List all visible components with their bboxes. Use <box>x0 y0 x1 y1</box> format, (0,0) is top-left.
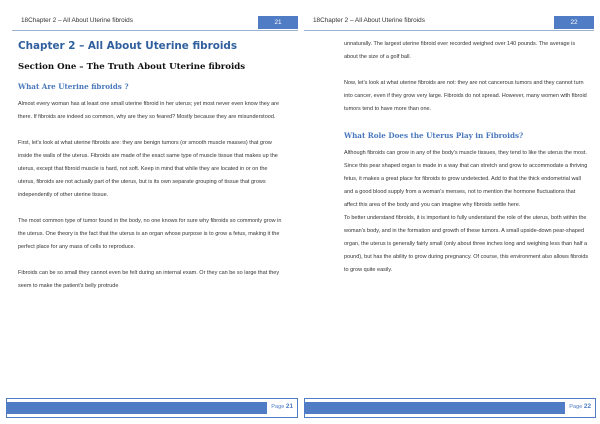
paragraph: Almost every woman has at least one small uterine fibroid in her uterus; yet most never even know they are there. If fibroids are indeed so common, why are they so feared? Mostly because they are misunderstood. <box>18 101 280 120</box>
paragraph: Now, let's look at what uterine fibroids are not: they are not cancerous tumors and they cannot turn into cancer, even if they grow very large. Fibroids do not spread. However, many women with fibroid tumors tend to have more than one. <box>344 80 587 112</box>
footer-label: Page <box>271 404 285 410</box>
page-header <box>304 16 594 31</box>
subheading: What Role Does the Uterus Play in Fibroids? <box>344 131 524 140</box>
page-content <box>18 38 284 293</box>
page-footer <box>304 398 596 418</box>
paragraph: Fibroids can be so small they cannot even be felt during an internal exam. Or they can be so large that they seem to make the patient's belly protrude <box>18 270 280 289</box>
paragraph: To better understand fibroids, it is important to fully understand the role of the uterus, both within the woman's body, and in the formation and growth of these tumors. A small upside-down pear-shaped organ, the uterus is generally fairly small (only about three inches long and weighing less than half a pound), but has the ability to grow during pregnancy. Of course, this environment also allows fibroids to grow quite easily. <box>344 215 589 273</box>
paragraph: First, let's look at what uterine fibroids are: they are benign tumors (or smooth muscle masses) that grow inside the walls of the uterus. Fibroids are made of the exact same type of muscle tissue that makes up the uterus, except that fibroid muscle is hard, not soft. Keep in mind that while they are located in or on the uterus, fibroids are not actually part of the uterus, but is its own separate grouping of tissue that grows independently of other uterine tissue. <box>18 140 278 198</box>
paragraph: Although fibroids can grow in any of the body's muscle tissues, they tend to like the uterus the most. Since this pear shaped organ is made in a way that can stretch and grow to accommodate a thriving fetus, it makes a great place for fibroids to grow undetected. Add to that the thick endometrial wall and a good blood supply from a woman's menses, not to mention the hormone fluctuations that affect this area of the body and you can imagine why fibroids settle here. <box>344 150 588 208</box>
footer-bar <box>305 402 565 414</box>
footer-label: Page <box>569 404 583 410</box>
right-page <box>300 0 600 424</box>
header-page-number: 21 <box>258 16 298 29</box>
header-text: 18Chapter 2 – All About Uterine fibroids <box>21 17 133 24</box>
footer-page-number: 22 <box>583 403 591 410</box>
footer-page-label <box>271 403 293 410</box>
paragraph: unnaturally. The largest uterine fibroid ever recorded weighed over 140 pounds. The average is about the size of a golf ball. <box>344 41 576 60</box>
page-footer <box>6 398 298 418</box>
footer-bar <box>7 402 267 414</box>
header-page-number: 22 <box>554 16 594 29</box>
paragraph: The most common type of tumor found in the body, no one knows for sure why fibroids so commonly grow in the uterus. One theory is the fact that the uterus is an organ whose purpose is to grow a fetus, making it the perfect place for any mass of cells to reproduce. <box>18 218 282 250</box>
footer-page-number: 21 <box>285 403 293 410</box>
page-header <box>12 16 298 31</box>
footer-page-label <box>569 403 591 410</box>
section-title: Section One – The Truth About Uterine fibroids <box>18 62 246 72</box>
subheading: What Are Uterine fibroids ? <box>18 82 129 91</box>
page-content <box>344 38 590 277</box>
header-text: 18Chapter 2 – All About Uterine fibroids <box>313 17 425 24</box>
chapter-title: Chapter 2 – All About Uterine fibroids <box>18 40 238 52</box>
